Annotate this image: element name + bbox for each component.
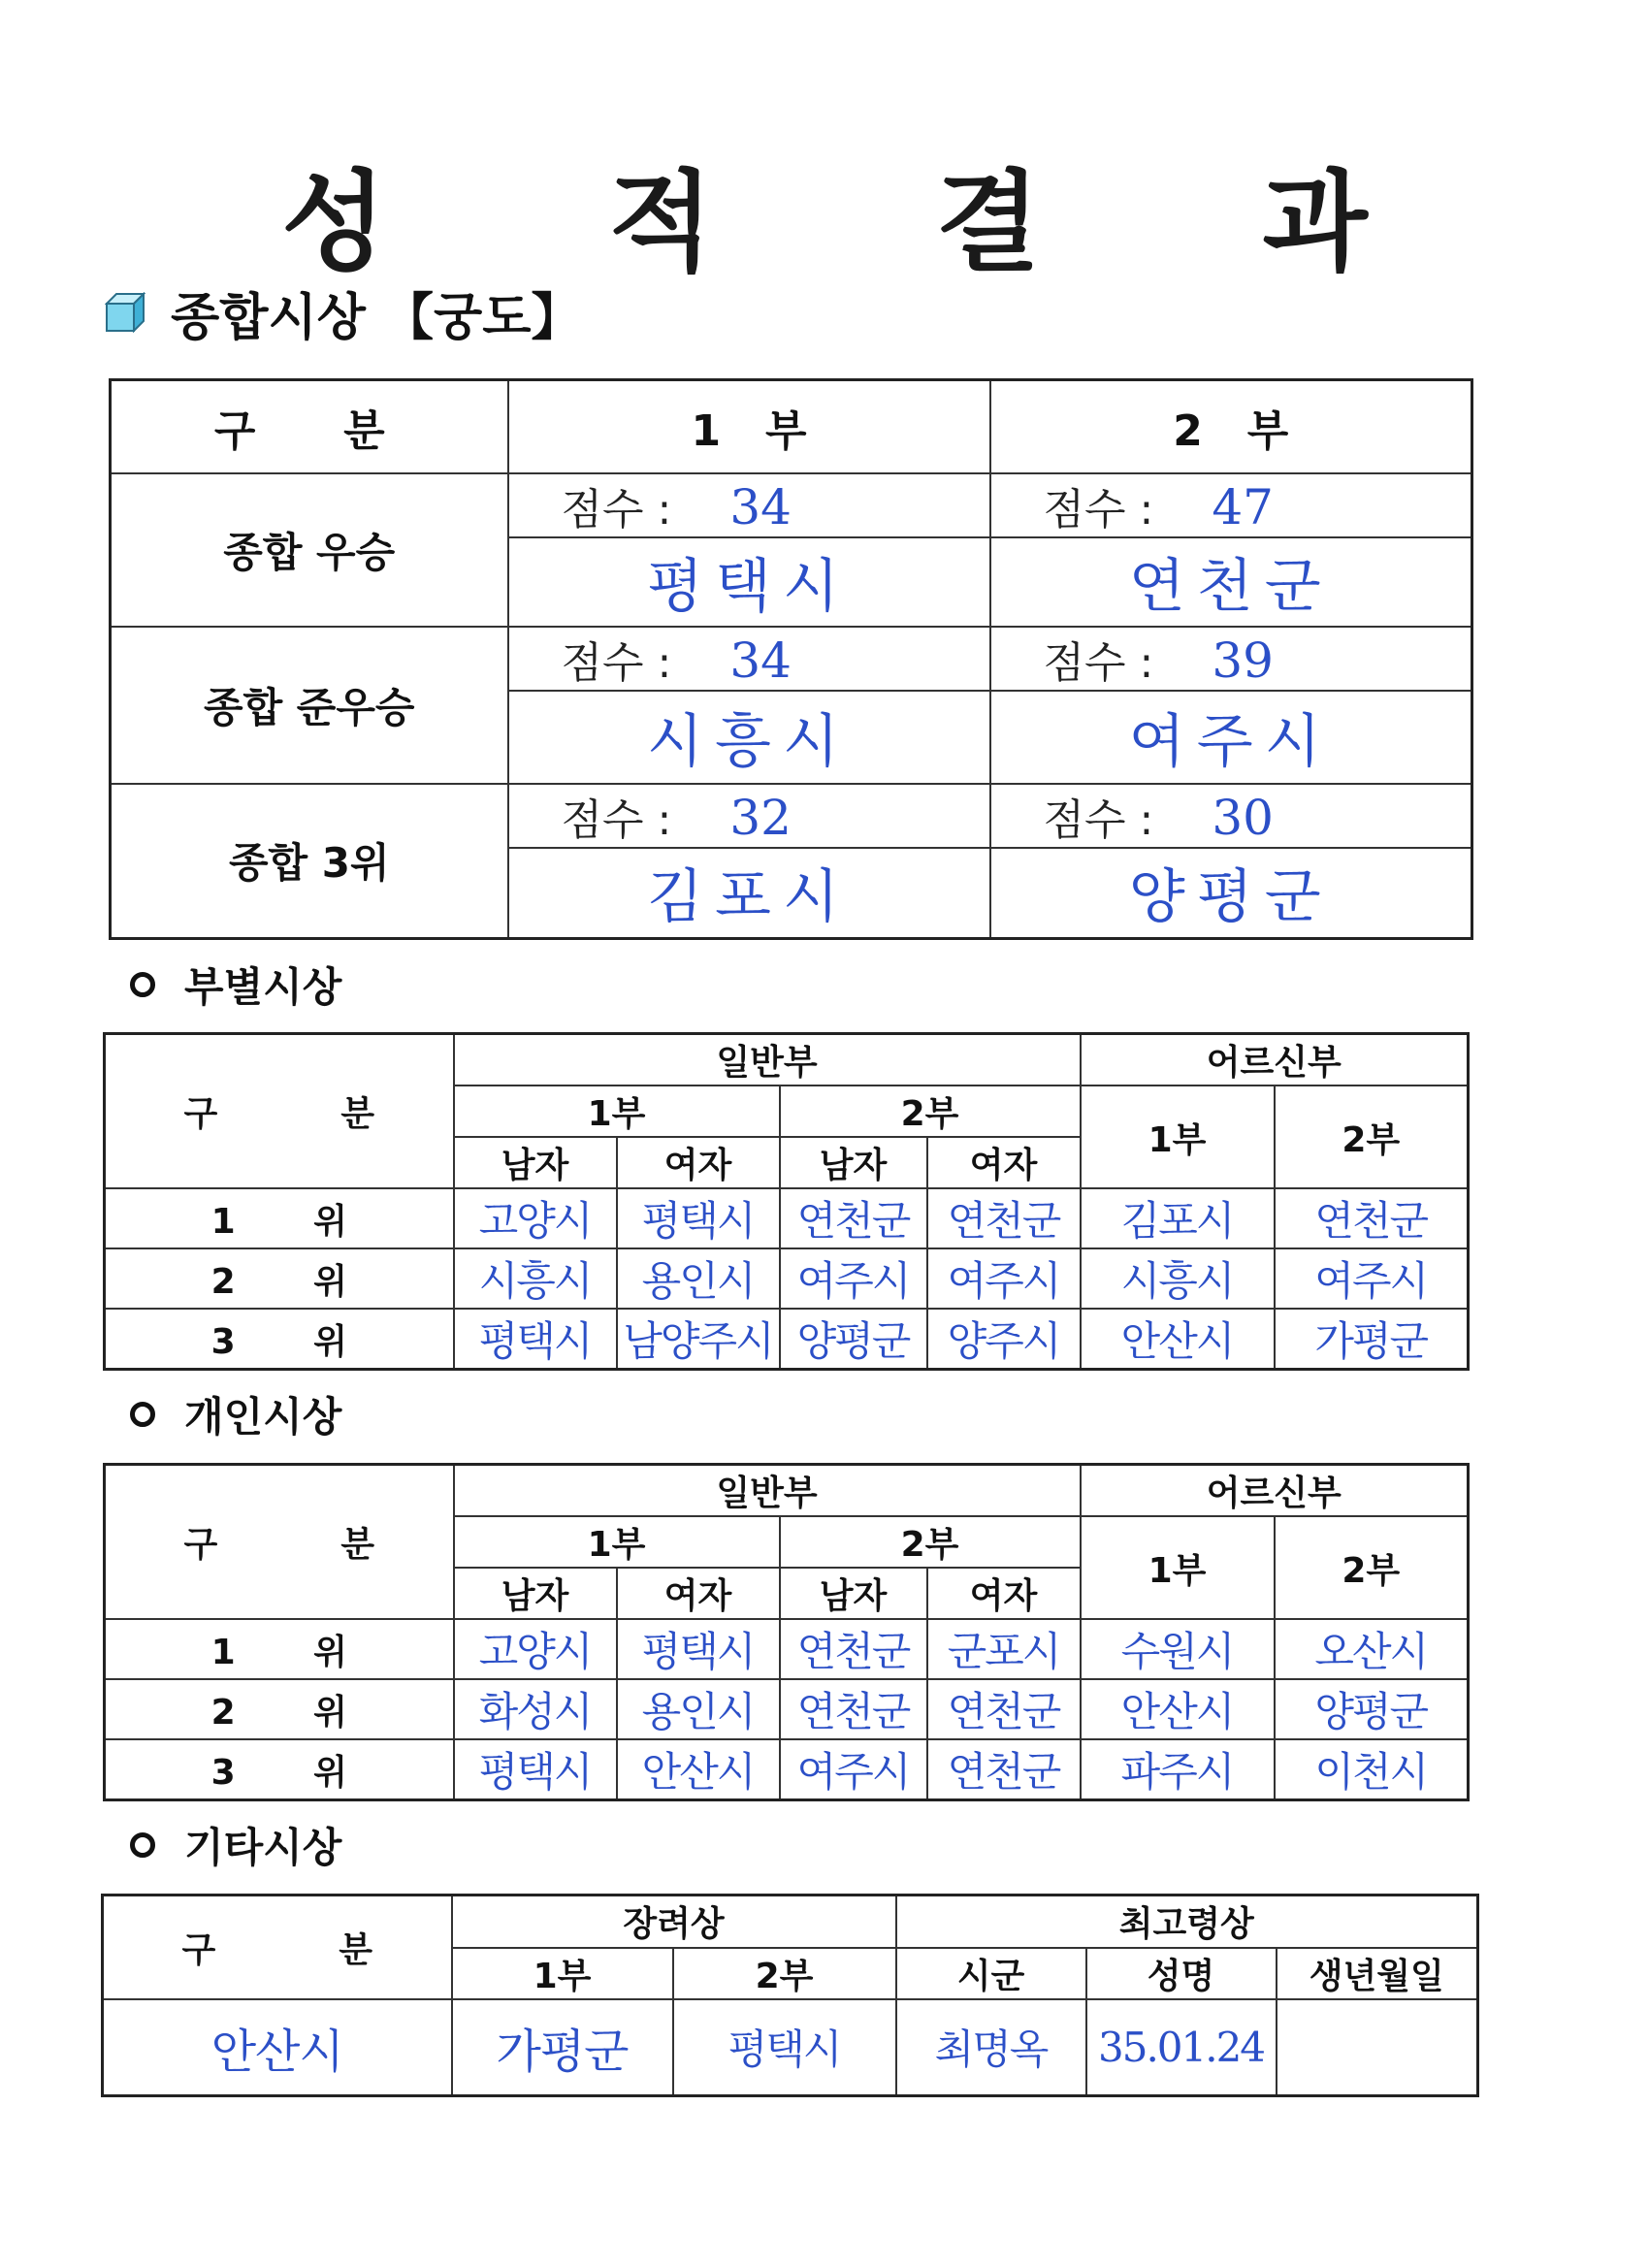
header-div1: 1부 [454,1516,780,1568]
header-city: 시군 [896,1948,1086,1999]
result-cell: 이천시 [1275,1739,1469,1800]
result-cell: 고양시 [454,1619,617,1679]
winner-cell: 시흥시 [508,691,990,784]
score-value: 34 [729,478,792,535]
header-female: 여자 [927,1137,1081,1188]
header-female: 여자 [927,1568,1081,1619]
result-cell: 양주시 [927,1309,1081,1370]
header-male: 남자 [780,1568,927,1619]
row-label-third: 종합 3위 [111,784,508,939]
table-row [105,1248,1469,1309]
header-div2: 2부 [780,1085,1081,1137]
result-cell: 여주시 [1275,1248,1469,1309]
result-cell: 시흥시 [454,1248,617,1309]
winner-cell: 평택시 [508,537,990,627]
header-senior: 어르신부 [1081,1034,1469,1086]
header-senior-div2: 2부 [1275,1085,1469,1188]
header-div2: 2부 [780,1516,1081,1568]
header-division-2: 2 부 [990,380,1472,473]
winner-cell: 연천군 [990,537,1472,627]
result-cell: 여주시 [780,1739,927,1800]
header-female: 여자 [617,1568,780,1619]
header-birth: 생년월일 [1277,1948,1478,1999]
score-cell: 점수 : 32 [508,784,990,848]
header-female: 여자 [617,1137,780,1188]
winner-cell: 양평군 [990,848,1472,939]
header-div1: 1부 [454,1085,780,1137]
result-cell: 화성시 [454,1679,617,1739]
table-row [105,1188,1469,1248]
section-heading-label: 부별시상 [184,963,342,1011]
score-value: 32 [729,789,792,846]
score-cell: 점수 : 34 [508,473,990,537]
header-div2: 2부 [673,1948,896,1999]
header-category: 구 분 [103,1895,452,1999]
header-encouragement: 장려상 [452,1895,896,1948]
table-row [105,1679,1469,1739]
rank-label: 1 위 [105,1188,454,1248]
score-cell: 점수 : 39 [990,627,1472,691]
page-title: 성 적 결 과 [281,160,1460,286]
result-cell: 시흥시 [1081,1248,1275,1309]
circle-bullet-icon [130,972,155,997]
rank-label: 2 위 [105,1679,454,1739]
result-cell: 연천군 [780,1619,927,1679]
result-cell: 연천군 [927,1679,1081,1739]
result-cell: 연천군 [927,1739,1081,1800]
other-awards-table [101,1894,1479,2097]
section-heading-overall [105,283,582,347]
result-cell: 평택시 [617,1619,780,1679]
result-cell: 가평군 [1275,1309,1469,1370]
result-cell: 수원시 [1081,1619,1275,1679]
header-senior-div1: 1부 [1081,1516,1275,1619]
encouragement-div1: 안산시 [103,1999,452,2096]
result-cell: 평택시 [454,1309,617,1370]
result-cell: 김포시 [1081,1188,1275,1248]
result-cell: 안산시 [1081,1309,1275,1370]
header-div1: 1부 [452,1948,673,1999]
oldest-city: 평택시 [673,1999,896,2096]
score-value: 39 [1212,632,1274,689]
header-male: 남자 [780,1137,927,1188]
result-cell: 연천군 [780,1188,927,1248]
header-category: 구 분 [111,380,508,473]
result-cell: 오산시 [1275,1619,1469,1679]
result-cell: 평택시 [454,1739,617,1800]
oldest-birth: 35.01.24 [1086,1999,1277,2096]
encouragement-div2: 가평군 [452,1999,673,2096]
header-senior-div2: 2부 [1275,1516,1469,1619]
rank-label: 3 위 [105,1309,454,1370]
result-cell: 남양주시 [617,1309,780,1370]
result-cell: 여주시 [927,1248,1081,1309]
result-cell: 양평군 [780,1309,927,1370]
score-cell: 점수 : 34 [508,627,990,691]
winner-cell: 여주시 [990,691,1472,784]
section-heading-label: 기타시상 [184,1824,342,1871]
score-value: 30 [1212,789,1274,846]
header-male: 남자 [454,1137,617,1188]
header-senior-div1: 1부 [1081,1085,1275,1188]
score-cell: 점수 : 47 [990,473,1472,537]
header-category: 구 분 [105,1465,454,1620]
result-cell: 고양시 [454,1188,617,1248]
section-heading-other [130,1816,341,1874]
result-cell: 연천군 [780,1679,927,1739]
result-cell: 용인시 [617,1679,780,1739]
division-awards-table [103,1032,1470,1371]
header-division-1: 1 부 [508,380,990,473]
result-cell: 안산시 [617,1739,780,1800]
winner-cell: 김포시 [508,848,990,939]
individual-awards-table [103,1463,1470,1801]
section-heading-label: 개인시상 [184,1393,342,1441]
row-label-champion: 종합 우승 [111,473,508,627]
header-general: 일반부 [454,1465,1081,1517]
result-cell: 양평군 [1275,1679,1469,1739]
table-row [105,1619,1469,1679]
circle-bullet-icon [130,1832,155,1858]
score-cell: 점수 : 30 [990,784,1472,848]
header-oldest: 최고령상 [896,1895,1478,1948]
cube-icon [105,292,146,333]
result-cell: 여주시 [780,1248,927,1309]
section-heading-individual [130,1385,341,1443]
result-cell: 안산시 [1081,1679,1275,1739]
rank-label: 2 위 [105,1248,454,1309]
result-cell: 군포시 [927,1619,1081,1679]
oldest-name: 최명옥 [896,1999,1086,2096]
circle-bullet-icon [130,1402,155,1427]
section-heading-label: 종합시상 【궁도】 [171,288,582,347]
header-male: 남자 [454,1568,617,1619]
header-category: 구 분 [105,1034,454,1189]
result-cell: 평택시 [617,1188,780,1248]
table-row [103,1999,1478,2096]
header-senior: 어르신부 [1081,1465,1469,1517]
header-name: 성명 [1086,1948,1277,1999]
rank-label: 3 위 [105,1739,454,1800]
row-label-runner-up: 종합 준우승 [111,627,508,784]
score-value: 34 [729,632,792,689]
rank-label: 1 위 [105,1619,454,1679]
score-value: 47 [1212,478,1274,535]
result-cell: 파주시 [1081,1739,1275,1800]
header-general: 일반부 [454,1034,1081,1086]
table-row [105,1739,1469,1800]
table-row [105,1309,1469,1370]
section-heading-division [130,956,341,1014]
overall-awards-table [109,378,1473,940]
result-cell: 연천군 [1275,1188,1469,1248]
result-cell: 용인시 [617,1248,780,1309]
result-cell: 연천군 [927,1188,1081,1248]
